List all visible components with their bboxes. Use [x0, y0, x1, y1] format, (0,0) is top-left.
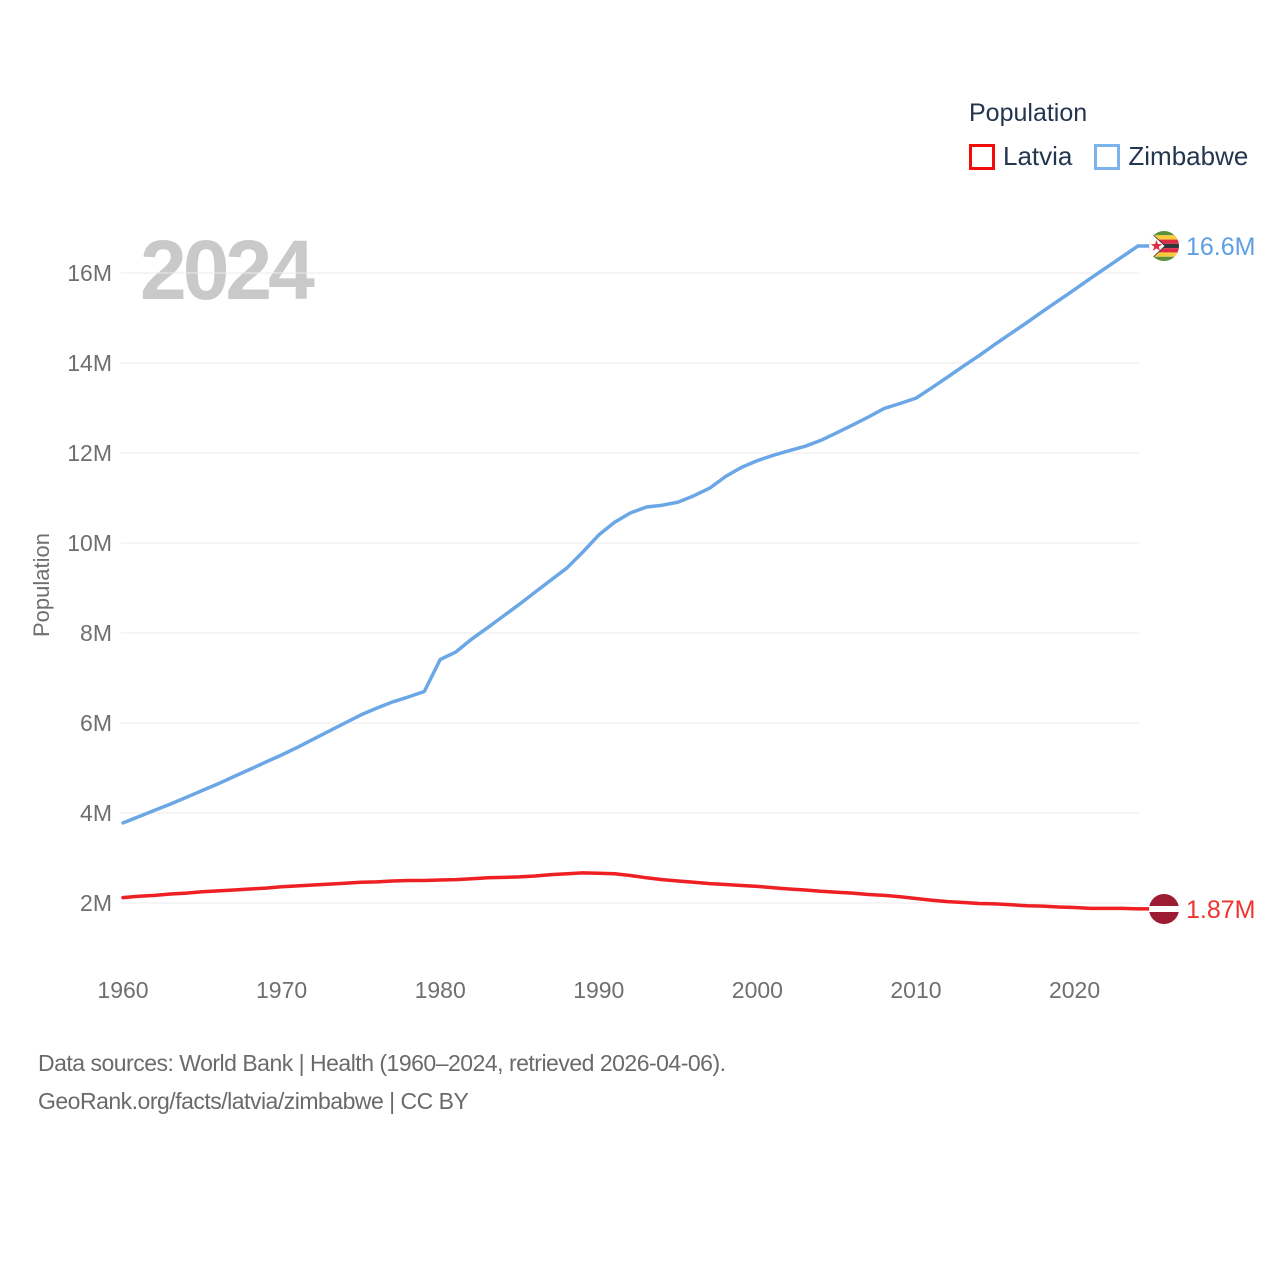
latvia-flag-icon [1149, 894, 1179, 924]
x-tick-label-1980: 1980 [414, 977, 466, 1003]
legend-label-latvia[interactable]: Latvia [1003, 141, 1073, 171]
latvia-end-value: 1.87M [1186, 896, 1256, 924]
y-tick-label-10M: 10M [67, 530, 112, 556]
zimbabwe-end-value: 16.6M [1186, 233, 1256, 261]
zimbabwe-flag-icon [1148, 230, 1179, 262]
year-watermark: 2024 [140, 223, 311, 317]
y-axis-title: Population [29, 533, 54, 637]
y-tick-label-16M: 16M [67, 260, 112, 286]
x-tick-label-2010: 2010 [890, 977, 942, 1003]
legend-label-zimbabwe[interactable]: Zimbabwe [1128, 141, 1249, 171]
y-tick-label-8M: 8M [80, 620, 112, 646]
x-tick-label-1960: 1960 [97, 977, 149, 1003]
x-tick-label-2020: 2020 [1048, 977, 1101, 1003]
x-tick-label-1990: 1990 [573, 977, 625, 1003]
y-tick-label-4M: 4M [80, 800, 112, 826]
series-line-zimbabwe [123, 246, 1138, 823]
x-tick-label-1970: 1970 [256, 977, 308, 1003]
y-tick-label-14M: 14M [67, 350, 112, 376]
footer [38, 1044, 726, 1120]
footer-source-line: Data sources: World Bank | Health (1960–2024, retrieved 2026-04-06). [38, 1050, 726, 1076]
legend-title: Population [969, 99, 1088, 127]
y-tick-label-12M: 12M [67, 440, 112, 466]
series-layer [123, 246, 1152, 909]
footer-link-line: GeoRank.org/facts/latvia/zimbabwe | CC BY [38, 1088, 469, 1114]
y-tick-label-2M: 2M [80, 890, 112, 916]
x-tick-label-2000: 2000 [731, 977, 783, 1003]
y-tick-label-6M: 6M [80, 710, 112, 736]
